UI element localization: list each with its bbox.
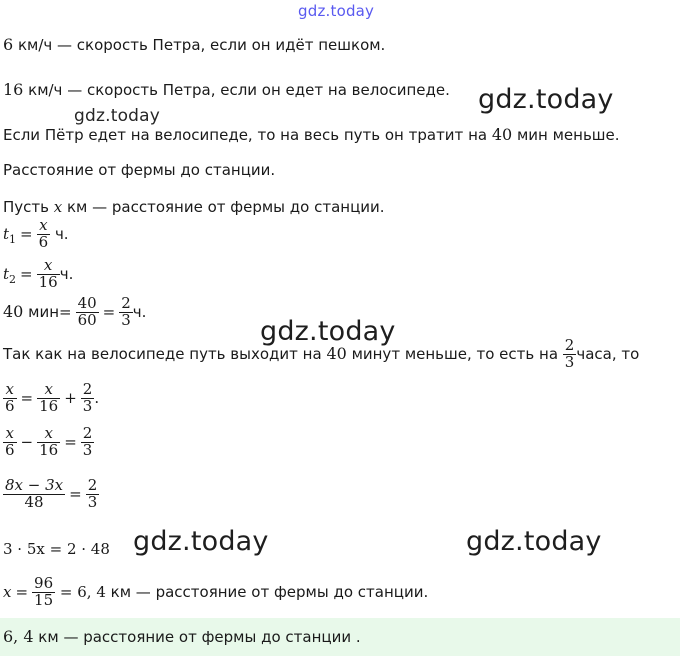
since-post: часа, то [576, 344, 640, 363]
watermark: gdz.today [466, 526, 602, 557]
since-number: 40 [326, 343, 347, 363]
let-line [3, 198, 385, 216]
eq2-b-den: 16 [39, 440, 59, 459]
eq5-result: = 6, 4 [59, 582, 106, 601]
t1-var: t [3, 224, 10, 243]
t1-num: x [37, 218, 51, 235]
let-variable: x [53, 198, 63, 216]
conversion-formula: 40 мин= $\frac{40}{60}$ = $\frac{2}{3}$ ч. [3, 294, 147, 329]
t1-unit: ч. [54, 224, 69, 243]
watermark: gdz.today [74, 106, 161, 126]
answer-value: 6, 4 [3, 627, 34, 646]
eq5-num: 96 [34, 574, 54, 592]
eq1-c-num: 2 [82, 380, 93, 398]
eq1-b-num: x [37, 382, 60, 399]
conv-unit: мин [23, 302, 59, 321]
conv-f1-den: 60 [77, 310, 97, 329]
eq2-a-den: 6 [5, 440, 15, 459]
eq3-num: 8x − 3x [5, 476, 64, 494]
speed-walk-text: км/ч — скорость Петра, если он идёт пешком. [13, 36, 386, 54]
conv-fraction-2 [119, 296, 133, 329]
since-fraction [563, 338, 577, 371]
let-post: км — расстояние от фермы до станции. [62, 198, 385, 216]
t1-fraction [37, 218, 51, 251]
eq2-a-num: x [3, 426, 17, 443]
equation-5: x = $\frac{96}{15}$ = 6, 4 км — расстояние от фермы до станции. [3, 574, 429, 609]
eq5-text: км — расстояние от фермы до станции. [105, 582, 429, 601]
watermark: gdz.today [478, 84, 614, 115]
eq5-den: 15 [34, 590, 54, 609]
answer-text: км — расстояние от фермы до станции . [33, 628, 361, 646]
answer-box [0, 618, 680, 656]
answer-line [3, 627, 361, 646]
equation-3: $\frac{8x - 3x}{48}$ = $\frac{2}{3}$ [5, 476, 98, 511]
eq2-c-den: 3 [82, 440, 93, 459]
less-time-line [3, 125, 620, 144]
eq1-b-den: 16 [39, 396, 59, 415]
since-f-num: 2 [564, 336, 575, 354]
equation-4: 3 · 5x = 2 · 48 [3, 540, 110, 558]
equation-1: $\frac{x}{6}$ = $\frac{x}{16}$ + $\frac{2}{3}$ . [5, 380, 100, 415]
since-f-den: 3 [564, 352, 575, 371]
eq1-a-num: x [3, 382, 17, 399]
since-mid: минут меньше, то есть на [346, 344, 563, 363]
conv-fraction-1 [76, 296, 99, 329]
speed-bike-line [3, 80, 450, 99]
t1-sub: 1 [9, 232, 17, 246]
eq3-r-num: 2 [87, 476, 98, 494]
t2-fraction [37, 258, 60, 291]
speed-walk-line [3, 35, 385, 54]
since-pre: Так как на велосипеде путь выходит на [3, 344, 327, 363]
less-time-pre: Если Пётр едет на велосипеде, то на весь путь он тратит на [3, 126, 492, 144]
t2-var: t [3, 264, 10, 283]
equation-2: $\frac{x}{6}$ − $\frac{x}{16}$ = $\frac{2}{3}$ [5, 424, 93, 459]
t2-num: x [37, 258, 60, 275]
watermark-top: gdz.today [298, 2, 375, 20]
eq3-r-den: 3 [87, 492, 98, 511]
eq3-den: 48 [24, 492, 44, 511]
conv-end: ч. [132, 302, 147, 321]
speed-walk-number: 6 [3, 35, 14, 54]
conv-f2-den: 3 [121, 310, 131, 329]
question-line: Расстояние от фермы до станции. [3, 161, 276, 179]
t2-formula: $t_2$ = $\frac{x}{16}$ ч. [3, 256, 74, 291]
watermark: gdz.today [133, 526, 269, 557]
let-pre: Пусть [3, 198, 54, 216]
t2-sub: 2 [9, 272, 17, 286]
t2-den: 16 [38, 272, 58, 291]
less-time-number: 40 [491, 125, 513, 144]
since-line [3, 338, 639, 371]
eq1-a-den: 6 [5, 396, 15, 415]
eq5-var: x [3, 582, 12, 601]
speed-bike-text: км/ч — скорость Петра, если он едет на велосипеде. [23, 81, 450, 99]
eq2-c-num: 2 [82, 424, 93, 442]
eq1-end: . [94, 388, 100, 407]
conv-number: 40 [3, 301, 24, 321]
less-time-post: мин меньше. [512, 126, 620, 144]
t1-formula: $t_1$ = $\frac{x}{6}$ ч. [3, 216, 69, 251]
conv-f2-num: 2 [121, 294, 131, 312]
eq2-b-num: x [37, 426, 60, 443]
eq1-c-den: 3 [82, 396, 93, 415]
conv-f1-num: 40 [77, 294, 97, 312]
t2-unit: ч. [59, 264, 74, 283]
t1-den: 6 [38, 232, 49, 251]
speed-bike-number: 16 [3, 80, 24, 99]
watermark: gdz.today [260, 316, 396, 347]
